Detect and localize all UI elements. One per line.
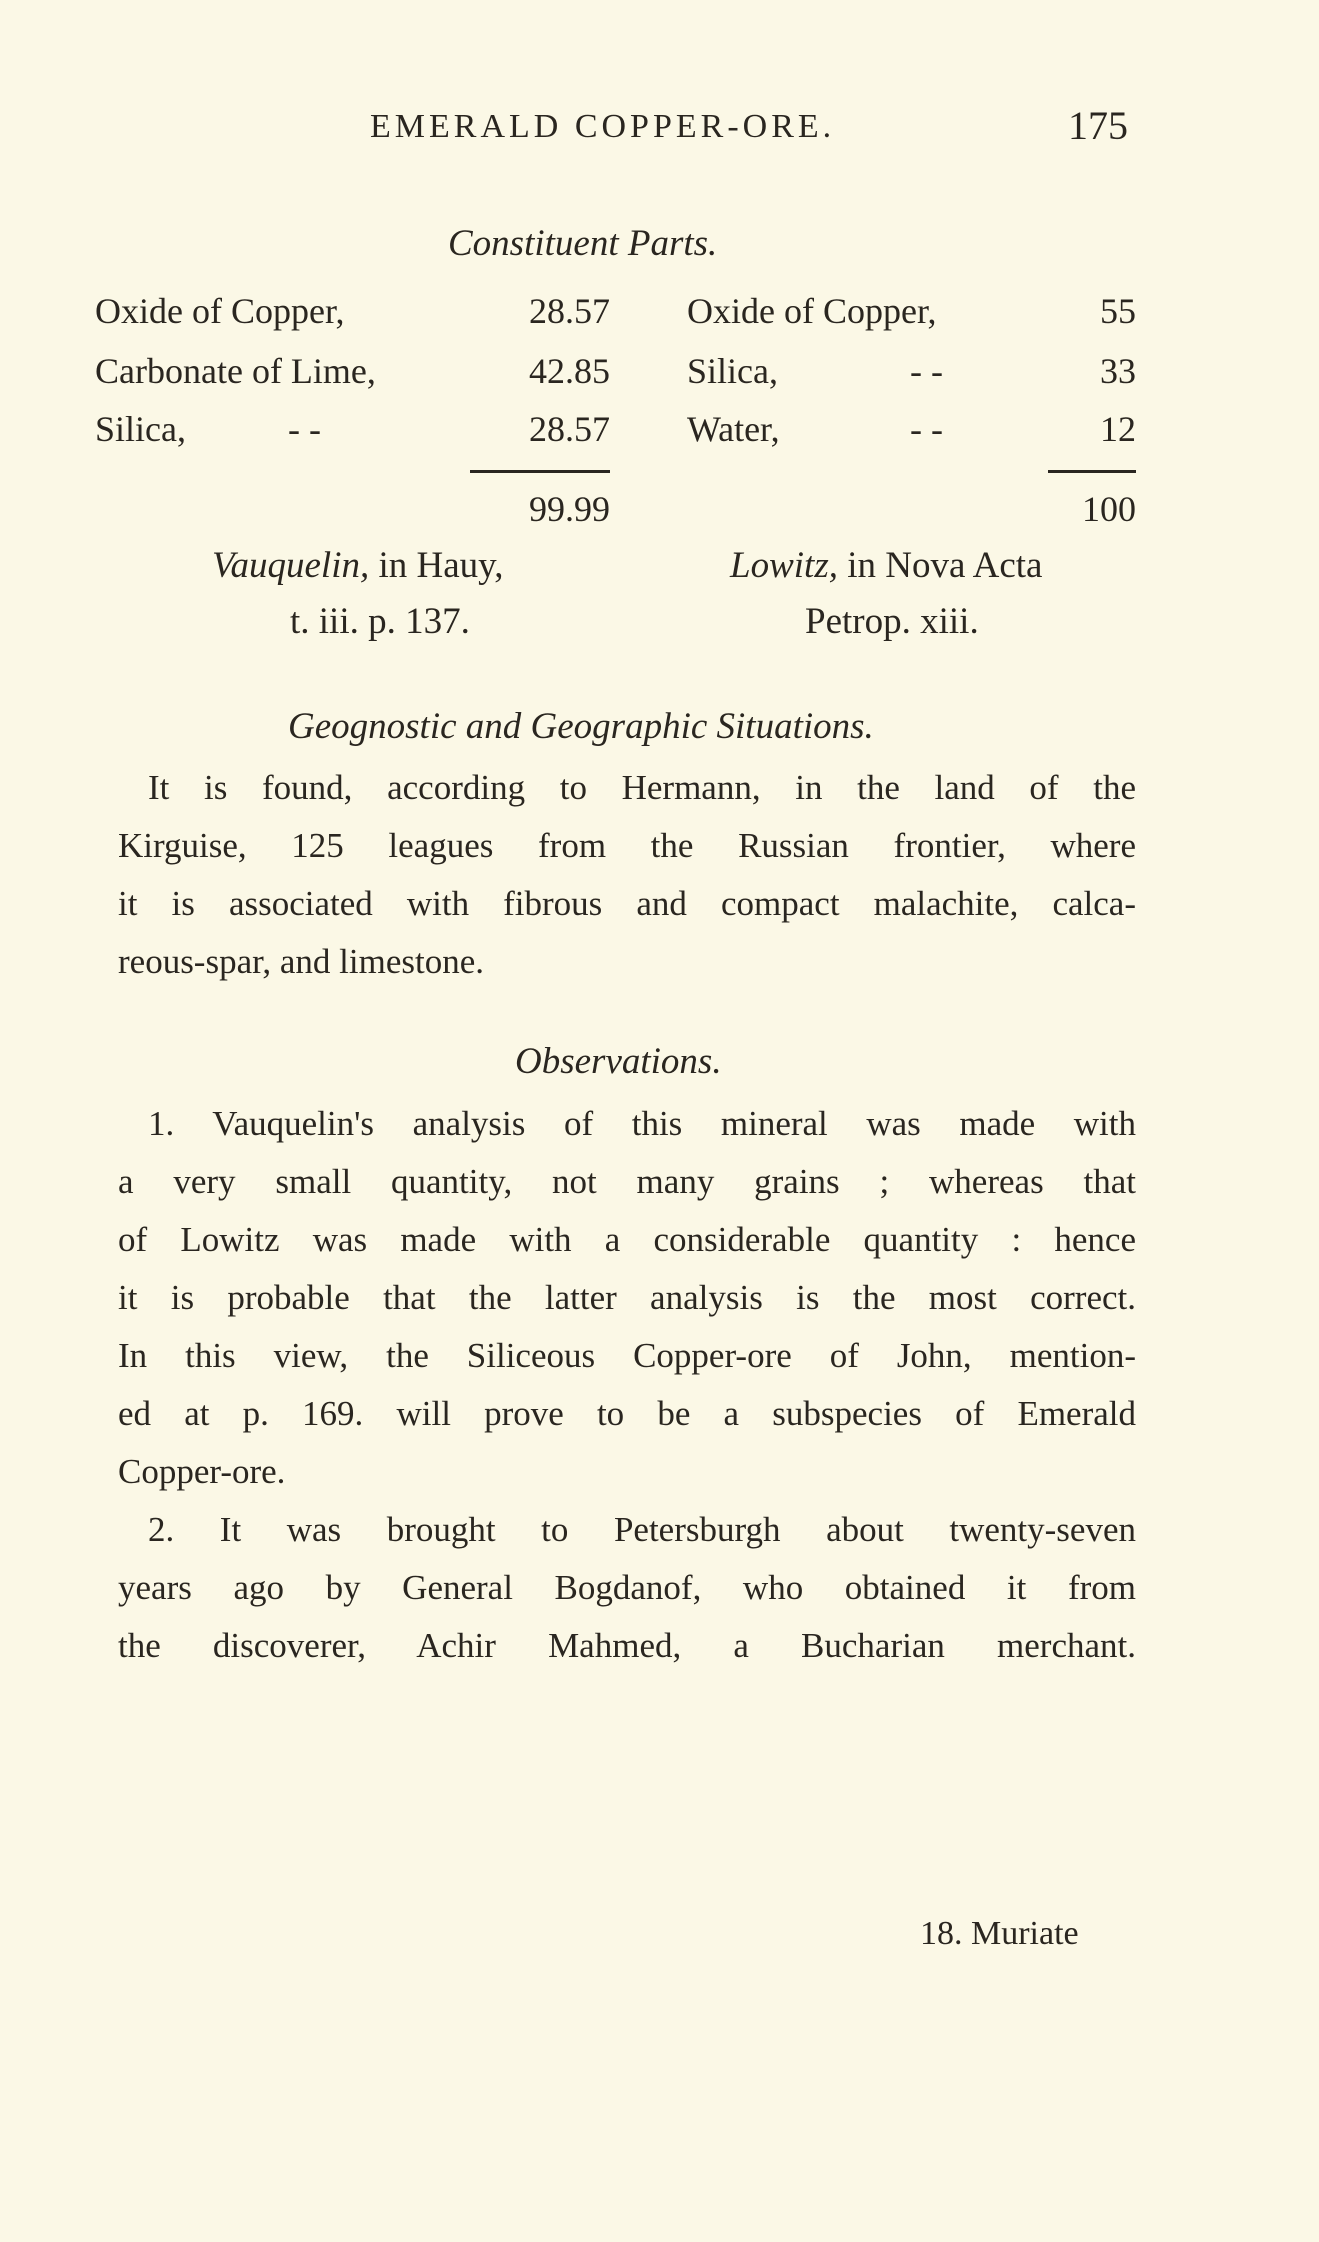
analysis-left-label: Oxide of Copper, <box>95 291 345 331</box>
analysis-left-value: 42.85 <box>529 351 610 391</box>
text-line: Copper-ore. <box>118 1452 286 1491</box>
source-author: Lowitz, <box>730 545 838 586</box>
analysis-left-source <box>212 544 504 587</box>
analysis-right-value: 33 <box>1100 351 1136 391</box>
analysis-left-total: 99.99 <box>529 489 610 529</box>
sum-rule <box>470 470 610 473</box>
analysis-left-value: 28.57 <box>529 409 610 449</box>
analysis-right-label: Water, <box>687 409 780 449</box>
page-number: 175 <box>1068 103 1128 148</box>
text-line: 1. Vauquelin's analysis of this mineral was made with <box>148 1104 1136 1143</box>
analysis-right-source <box>730 544 1042 587</box>
sum-rule <box>1048 470 1136 473</box>
text-line: 2. It was brought to Petersburgh about twenty-seven <box>148 1510 1136 1549</box>
text-line: Kirguise, 125 leagues from the Russian frontier, where <box>118 826 1136 865</box>
observations-heading: Observations. <box>515 1041 722 1082</box>
running-head: EMERALD COPPER-ORE. <box>370 108 836 145</box>
analysis-right-reference: Petrop. xiii. <box>805 601 979 642</box>
geognostic-heading: Geognostic and Geographic Situations. <box>288 706 874 747</box>
catchword: 18. Muriate <box>920 1915 1079 1952</box>
text-line: of Lowitz was made with a considerable quantity : hence <box>118 1220 1136 1259</box>
leader-dashes: - - <box>288 409 321 449</box>
text-line: the discoverer, Achir Mahmed, a Bucharian merchant. <box>118 1626 1136 1665</box>
leader-dashes: - - <box>910 409 943 449</box>
analysis-left-label: Silica, <box>95 409 186 449</box>
text-line: it is probable that the latter analysis is the most correct. <box>118 1278 1136 1317</box>
analysis-right-value: 55 <box>1100 291 1136 331</box>
source-work: in Nova Acta <box>837 545 1043 586</box>
analysis-right-total: 100 <box>1082 489 1136 529</box>
source-author: Vauquelin, <box>212 545 370 586</box>
analysis-right-value: 12 <box>1100 409 1136 449</box>
analysis-left-label: Carbonate of Lime, <box>95 351 376 391</box>
source-work: in Hauy, <box>369 545 504 586</box>
text-line: a very small quantity, not many grains ; whereas that <box>118 1162 1136 1201</box>
leader-dashes: - - <box>910 351 943 391</box>
text-line: ed at p. 169. will prove to be a subspecies of Emerald <box>118 1394 1136 1433</box>
analysis-right-label: Silica, <box>687 351 778 391</box>
text-line: It is found, according to Hermann, in the land of the <box>148 768 1136 807</box>
text-line: years ago by General Bogdanof, who obtained it from <box>118 1568 1136 1607</box>
text-line: In this view, the Siliceous Copper-ore of John, mention- <box>118 1336 1136 1375</box>
text-line: it is associated with fibrous and compact malachite, calca- <box>118 884 1136 923</box>
analysis-left-value: 28.57 <box>529 291 610 331</box>
constituent-parts-heading: Constituent Parts. <box>448 223 718 264</box>
analysis-right-label: Oxide of Copper, <box>687 291 937 331</box>
text-line: reous-spar, and limestone. <box>118 942 484 981</box>
analysis-left-reference: t. iii. p. 137. <box>290 601 470 642</box>
